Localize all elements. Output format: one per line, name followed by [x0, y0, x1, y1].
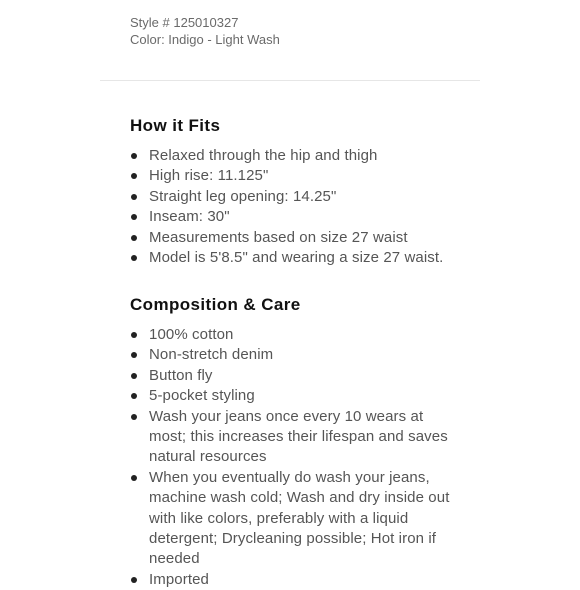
- list-item-text: 5-pocket styling: [149, 387, 255, 405]
- composition-care-list: [130, 325, 460, 590]
- list-item: [130, 407, 460, 468]
- bullet-icon: [131, 194, 137, 200]
- list-item-text: When you eventually do wash your jeans, machine wash cold; Wash and dry inside out with like colors, preferably with a liquid detergent; Drycleaning possible; Hot iron if needed: [149, 468, 450, 568]
- list-item: [130, 386, 460, 406]
- list-item: [130, 248, 460, 268]
- list-item-text: Straight leg opening: 14.25": [149, 187, 337, 205]
- list-item: [130, 228, 460, 248]
- how-it-fits-section: [130, 115, 460, 268]
- product-meta: [130, 14, 280, 48]
- list-item: [130, 146, 460, 166]
- how-it-fits-heading: How it Fits: [130, 116, 221, 135]
- bullet-icon: [131, 332, 137, 338]
- how-it-fits-list: [130, 146, 460, 268]
- bullet-icon: [131, 153, 137, 159]
- list-item: [130, 468, 460, 570]
- composition-care-heading: Composition & Care: [130, 295, 301, 314]
- bullet-icon: [131, 235, 137, 241]
- list-item-text: Inseam: 30": [149, 208, 230, 226]
- bullet-icon: [131, 255, 137, 261]
- style-number: Style # 125010327: [130, 15, 239, 30]
- list-item-text: Relaxed through the hip and thigh: [149, 147, 378, 164]
- bullet-icon: [131, 173, 137, 179]
- bullet-icon: [131, 414, 137, 420]
- list-item: [130, 207, 460, 227]
- list-item: [130, 325, 460, 345]
- bullet-icon: [131, 214, 137, 220]
- list-item-text: Button fly: [149, 366, 213, 384]
- list-item-text: 100% cotton: [149, 326, 234, 343]
- bullet-icon: [131, 393, 137, 399]
- composition-care-section: [130, 294, 460, 590]
- list-item-text: Imported: [149, 570, 209, 588]
- bullet-icon: [131, 475, 137, 481]
- color-label: Color: Indigo - Light Wash: [130, 32, 280, 47]
- bullet-icon: [131, 373, 137, 379]
- bullet-icon: [131, 352, 137, 358]
- list-item: [130, 345, 460, 365]
- list-item: [130, 187, 460, 207]
- list-item-text: Model is 5'8.5" and wearing a size 27 waist.: [149, 249, 444, 267]
- list-item-text: Non-stretch denim: [149, 346, 274, 364]
- list-item: [130, 166, 460, 186]
- section-divider: [100, 80, 480, 81]
- list-item-text: High rise: 11.125": [149, 167, 269, 185]
- list-item-text: Wash your jeans once every 10 wears at most; this increases their lifespan and saves natural resources: [149, 407, 448, 466]
- list-item: [130, 366, 460, 386]
- list-item-text: Measurements based on size 27 waist: [149, 228, 408, 246]
